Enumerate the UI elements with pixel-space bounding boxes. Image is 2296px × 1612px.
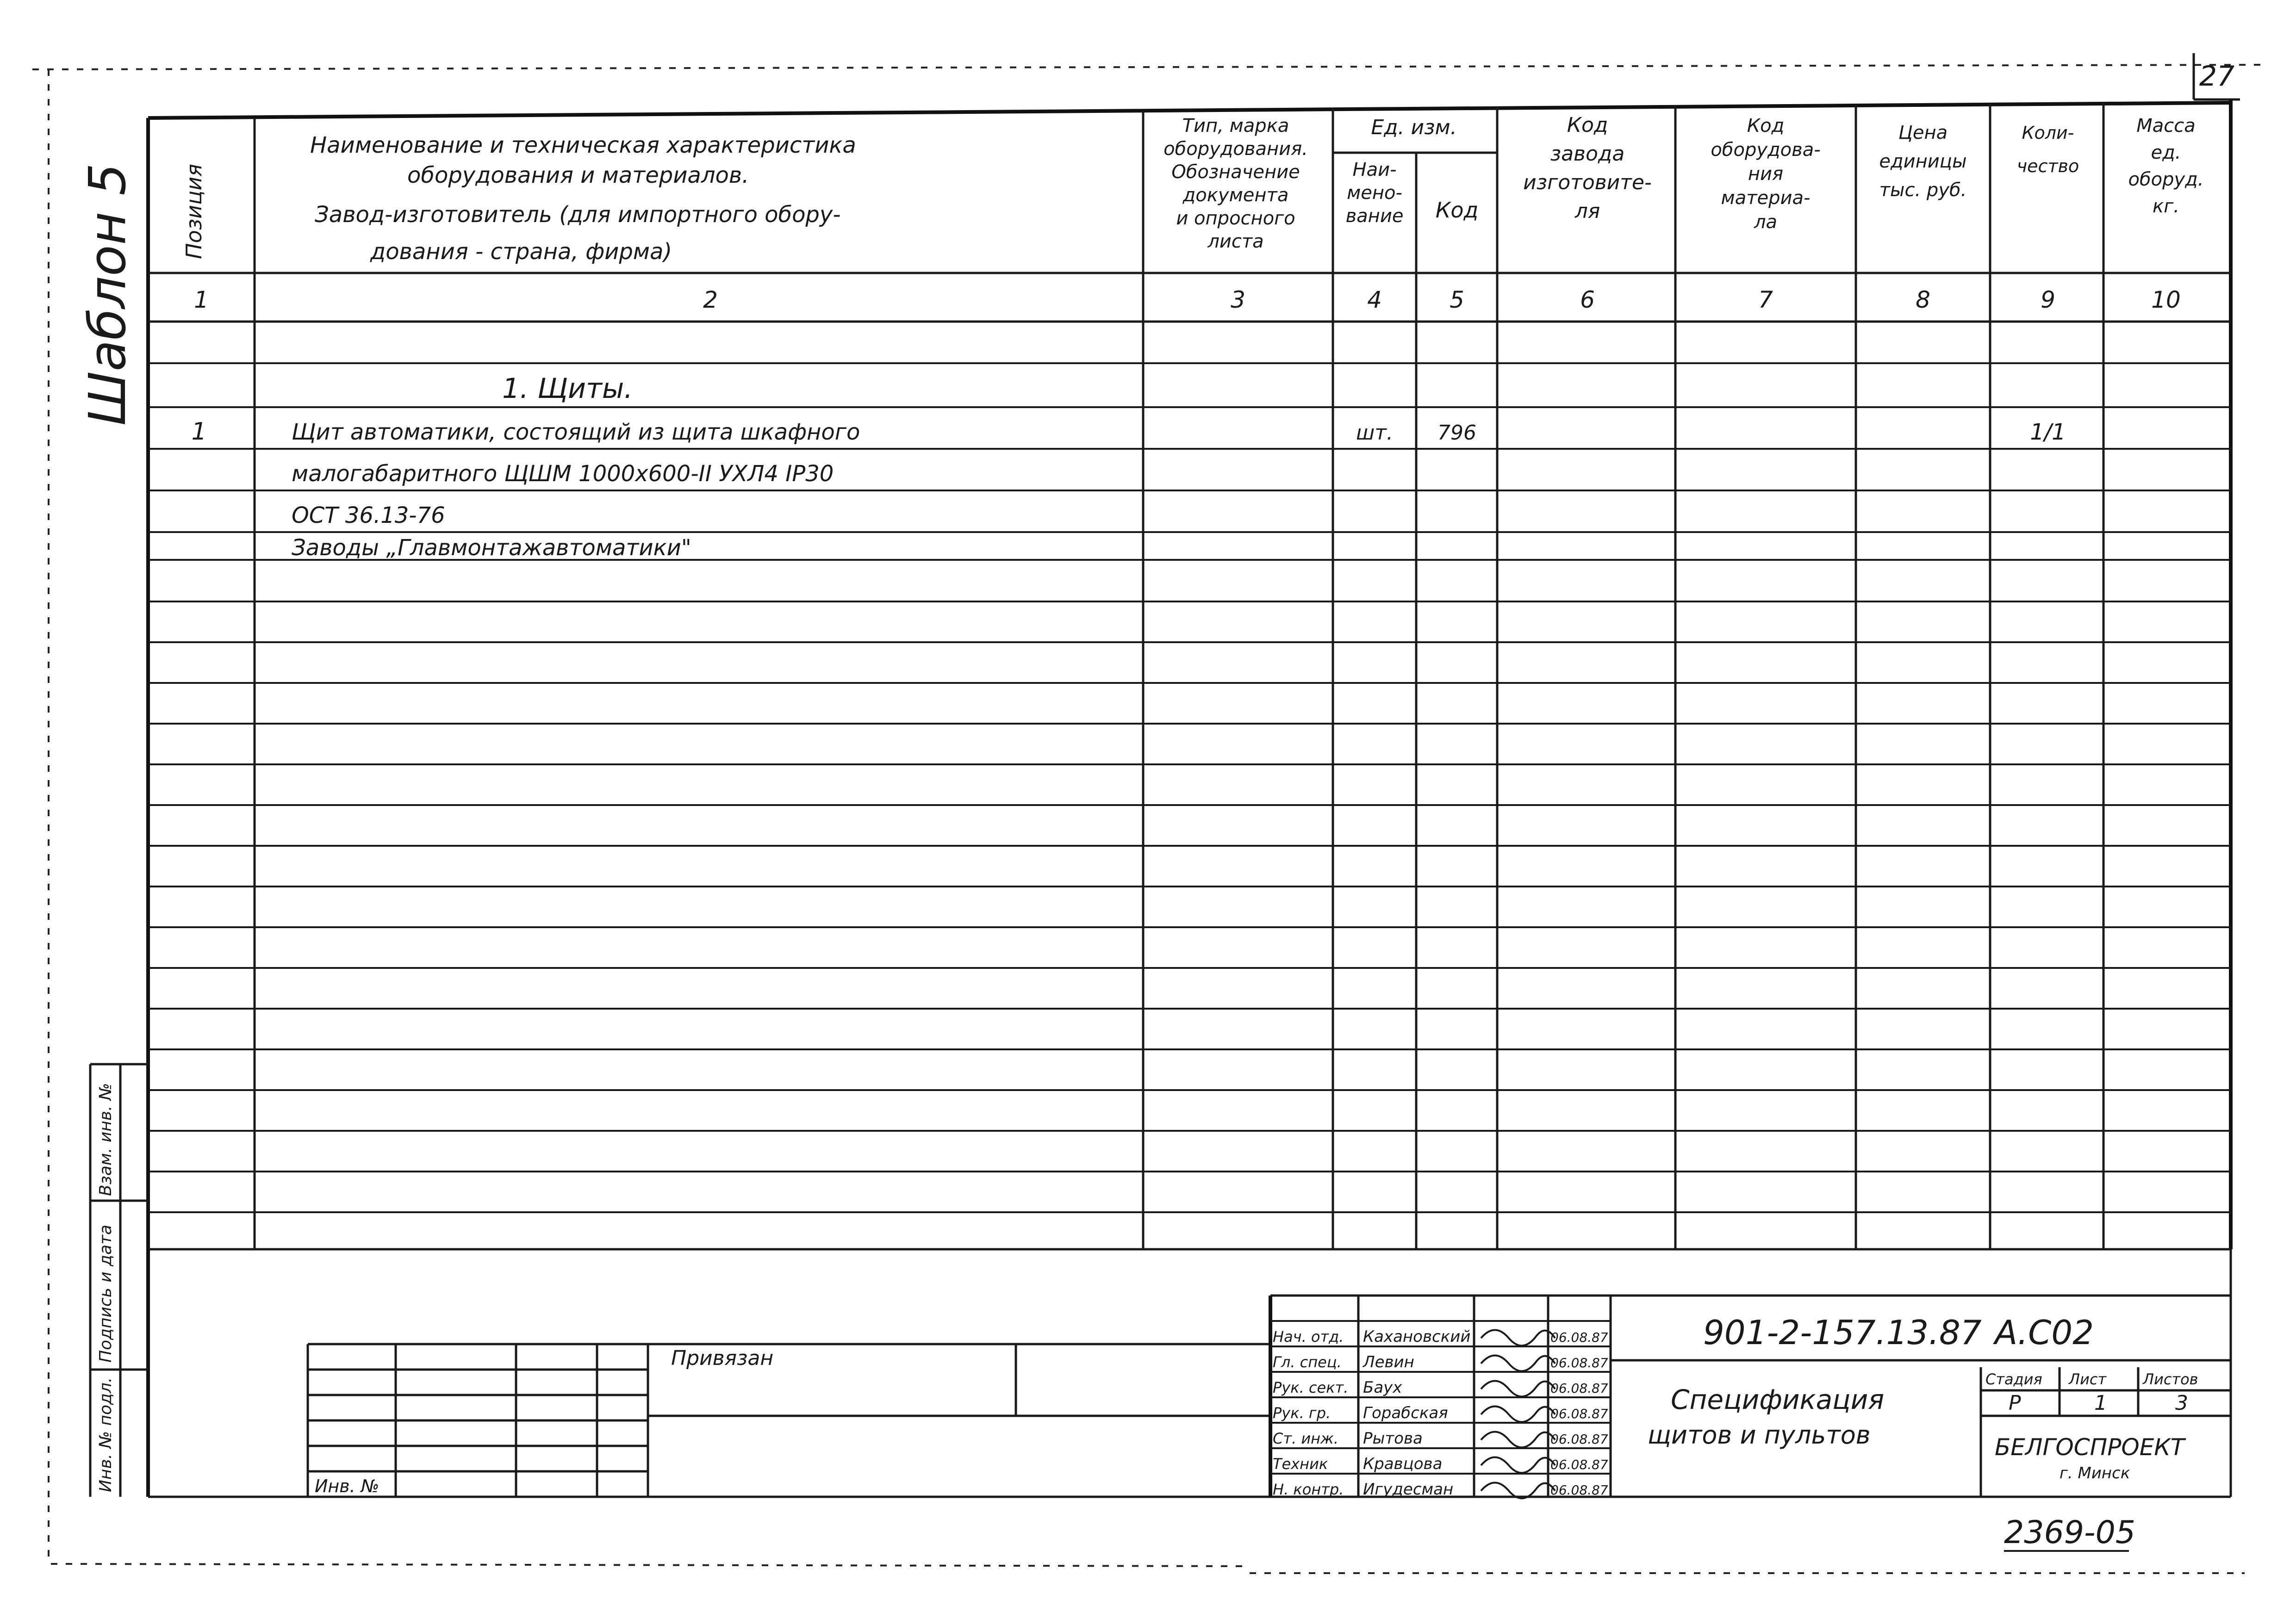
row-name: ОСТ 36.13-76: [292, 502, 445, 528]
header-unit-code: Код: [1435, 198, 1479, 223]
title-block: [1270, 1296, 2231, 1499]
doc-mark: А.С02: [1995, 1313, 2094, 1352]
doc-title-line2: щитов и пультов: [1648, 1420, 1871, 1450]
privyazan-label: Привязан: [671, 1346, 774, 1370]
title-block-date: 06.08.87: [1550, 1355, 1608, 1370]
appendix-side-label: Шаблон 5: [78, 163, 137, 426]
header-text-line: Код: [1747, 115, 1785, 136]
title-block-name: Кахановский: [1363, 1327, 1471, 1346]
column-number: 8: [1916, 286, 1930, 313]
header-text-line: листа: [1207, 231, 1264, 252]
header-unit-group: Ед. изм.: [1371, 116, 1457, 139]
header-text-line: Масса: [2136, 115, 2196, 136]
row-name: малогабаритного ЩШМ 1000x600-II УХЛ4 IP30: [292, 461, 834, 487]
header-type-mark: [1164, 115, 1308, 252]
title-block-date: 06.08.87: [1550, 1432, 1608, 1447]
title-block-name: Баух: [1363, 1378, 1402, 1397]
stage-label: Стадия: [1985, 1370, 2042, 1388]
title-block-date: 06.08.87: [1550, 1330, 1608, 1345]
left-stamp-strip: [90, 1064, 148, 1497]
title-block-date: 06.08.87: [1550, 1482, 1608, 1498]
header-name-line4: дования - страна, фирма): [370, 239, 672, 265]
header-text-line: Обозначение: [1171, 161, 1300, 183]
sheet-bottom-edge: [51, 1564, 1250, 1566]
title-block-date: 06.08.87: [1550, 1381, 1608, 1396]
header-text-line: изготовите-: [1523, 171, 1652, 194]
stage-value: Р: [2009, 1391, 2021, 1415]
header-text-line: оборудования.: [1164, 138, 1308, 160]
row-unit-code: 796: [1437, 421, 1476, 445]
column-number: 1: [194, 286, 209, 313]
header-text-line: материа-: [1721, 187, 1811, 209]
page-number: 27: [2199, 60, 2235, 93]
stamp-inv-podl: Инв. № подл.: [96, 1377, 115, 1492]
header-unit-price: [1879, 122, 1966, 201]
row-name: Заводы „Главмонтажавтоматики": [292, 535, 691, 561]
header-text-line: Коли-: [2022, 123, 2074, 143]
header-factory-code: [1523, 113, 1652, 223]
sheet-value: 1: [2094, 1391, 2107, 1415]
archive-number: 2369-05: [2004, 1514, 2136, 1551]
header-mass: [2128, 115, 2203, 217]
header-text-line: ла: [1754, 211, 1778, 233]
header-text-line: мено-: [1347, 182, 1402, 204]
header-text-line: ния: [1748, 163, 1784, 185]
title-block-name: Горабская: [1363, 1404, 1448, 1422]
sheet-label: Лист: [2069, 1370, 2107, 1388]
sheet-top-edge: [32, 65, 2268, 69]
column-number: 4: [1367, 286, 1382, 313]
title-block-name: Кравцова: [1363, 1455, 1443, 1473]
org-name: БЕЛГОСПРОЕКТ: [1995, 1434, 2185, 1461]
title-block-name: Рытова: [1363, 1429, 1423, 1448]
section-title: 1. Щиты.: [502, 372, 633, 405]
header-text-line: оборуд.: [2128, 169, 2204, 190]
column-number: 10: [2151, 286, 2181, 313]
specification-table: [148, 99, 2231, 1249]
header-text-line: кг.: [2153, 196, 2179, 217]
signature-mark: [1481, 1407, 1555, 1422]
column-number: 3: [1231, 286, 1245, 313]
header-name-line3: Завод-изготовитель (для импортного обору-: [315, 202, 841, 228]
title-block-name: Игудесман: [1363, 1480, 1454, 1499]
title-block-role: Гл. спец.: [1273, 1353, 1342, 1371]
row-position: 1: [191, 418, 207, 446]
title-block-date: 06.08.87: [1550, 1406, 1608, 1421]
title-block-role: Н. контр.: [1273, 1481, 1344, 1498]
title-block-role: Рук. гр.: [1273, 1404, 1331, 1422]
title-block-role: Рук. сект.: [1273, 1379, 1349, 1396]
header-text-line: и опросного: [1176, 208, 1295, 229]
header-unit-name: [1346, 159, 1404, 227]
header-text-line: Тип, марка: [1182, 115, 1289, 136]
org-city: г. Минск: [2060, 1464, 2130, 1482]
doc-code: 901-2-157.13.87: [1703, 1313, 1982, 1352]
signature-mark: [1481, 1330, 1555, 1346]
header-text-line: тыс. руб.: [1879, 180, 1967, 201]
title-block-role: Нач. отд.: [1273, 1328, 1344, 1345]
header-material-code: [1711, 115, 1820, 233]
signature-mark: [1481, 1432, 1555, 1448]
header-name-line1: Наименование и техническая характеристика: [310, 132, 856, 158]
privyazan-block: [308, 1344, 1270, 1497]
table-row-lines: [148, 363, 2231, 1212]
stamp-vzam-inv: Взам. инв. №: [96, 1083, 115, 1196]
header-text-line: чество: [2016, 156, 2079, 176]
header-position: Позиция: [181, 164, 206, 259]
privyazan-inv-label: Инв. №: [315, 1476, 380, 1496]
header-quantity: [2017, 123, 2079, 176]
signature-mark: [1481, 1356, 1555, 1371]
column-number: 9: [2041, 286, 2055, 313]
header-text-line: документа: [1182, 185, 1289, 206]
header-text-line: единицы: [1879, 151, 1967, 172]
column-number: 2: [703, 286, 718, 313]
column-number: 5: [1450, 286, 1464, 313]
header-text-line: завода: [1550, 142, 1625, 166]
header-text-line: вание: [1345, 205, 1404, 227]
header-text-line: оборудова-: [1711, 139, 1821, 161]
header-text-line: Код: [1567, 113, 1608, 137]
column-numbers-row: [194, 286, 2181, 313]
row-quantity: 1/1: [2030, 419, 2066, 445]
specification-rows: [191, 418, 2066, 561]
header-text-line: Наи-: [1352, 159, 1397, 180]
doc-title-line1: Спецификация: [1671, 1384, 1885, 1415]
signature-mark: [1481, 1457, 1555, 1473]
row-unit: шт.: [1356, 421, 1393, 445]
sheets-label: Листов: [2143, 1370, 2198, 1388]
column-number: 7: [1758, 286, 1773, 313]
title-block-role: Техник: [1273, 1455, 1328, 1473]
header-text-line: ля: [1574, 199, 1600, 223]
column-number: 6: [1580, 286, 1595, 313]
stamp-podpis-data: Подпись и дата: [96, 1224, 115, 1363]
title-block-name: Левин: [1363, 1353, 1414, 1371]
title-block-role: Ст. инж.: [1273, 1430, 1339, 1447]
header-text-line: ед.: [2151, 142, 2181, 163]
row-name: Щит автоматики, состоящий из щита шкафного: [292, 419, 860, 445]
header-name-line2: оборудования и материалов.: [407, 162, 749, 188]
signature-mark: [1481, 1381, 1555, 1397]
sheets-value: 3: [2175, 1391, 2188, 1415]
header-text-line: Цена: [1898, 122, 1948, 143]
title-block-date: 06.08.87: [1550, 1457, 1608, 1472]
